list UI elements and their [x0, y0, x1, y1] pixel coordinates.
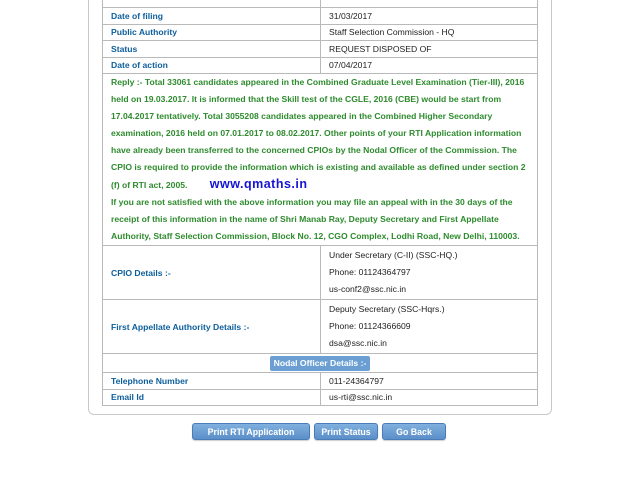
appellate-email: dsa@ssc.nic.in: [329, 338, 387, 348]
cpio-designation: Under Secretary (C-II) (SSC-HQ.): [329, 250, 458, 260]
public-authority-label: Public Authority: [103, 24, 321, 41]
nodal-officer-heading: Nodal Officer Details :-: [270, 356, 371, 371]
nodal-heading-cell: [103, 354, 538, 373]
table-row-appellate: [103, 300, 538, 354]
table-row-cpio: [103, 246, 538, 300]
table-row-date-of-filing: [103, 8, 538, 25]
table-row-reply: [103, 74, 538, 246]
appellate-phone: Phone: 01124366609: [329, 321, 411, 331]
public-authority-value: Staff Selection Commission - HQ: [321, 24, 538, 41]
print-rti-application-button[interactable]: Print RTI Application: [192, 423, 310, 440]
top-spacer-value: [321, 0, 538, 8]
telephone-label: Telephone Number: [103, 373, 321, 390]
status-label: Status: [103, 41, 321, 58]
status-value: REQUEST DISPOSED OF: [321, 41, 538, 58]
table-row-nodal-heading: [103, 354, 538, 373]
cpio-details-label: CPIO Details :-: [103, 246, 321, 300]
print-status-button[interactable]: Print Status: [314, 423, 378, 440]
reply-cell: [103, 74, 538, 246]
top-spacer-label: [103, 0, 321, 8]
table-row-public-authority: [103, 24, 538, 41]
rti-status-table: [102, 0, 538, 406]
email-label: Email Id: [103, 389, 321, 406]
telephone-value: 011-24364797: [321, 373, 538, 390]
watermark-text: www.qmaths.in: [209, 177, 308, 191]
cpio-phone: Phone: 01124364797: [329, 267, 411, 277]
table-row: [103, 0, 538, 8]
email-value: us-rti@ssc.nic.in: [321, 389, 538, 406]
go-back-button[interactable]: Go Back: [382, 423, 446, 440]
appellate-designation: Deputy Secretary (SSC-Hqrs.): [329, 304, 445, 314]
action-buttons: [0, 423, 640, 443]
table-row-email: [103, 389, 538, 406]
appellate-details-label: First Appellate Authority Details :-: [103, 300, 321, 354]
date-of-action-label: Date of action: [103, 57, 321, 74]
reply-text-part1: Total 33061 candidates appeared in the Combined Graduate Level Examination (Tier-III), 2016 held on 19.03.2017. It is informed that the Skill test of the CGLE, 2016 (CBE) would be start from 17.04.2017 tentatively. Total 3055208 candidates appeared in the Combined Higher Secondary examination, 2016 held on 07.01.2017 to 08.02.2017. Other points of your RTI Application information have already been transferred to the concerned CPIOs by the Nodal Officer of the Commission. The CPIO is required to provide the information which is existing and available as defined under section 2 (f) of RTI act, 2005.: [111, 77, 526, 190]
cpio-email: us-conf2@ssc.nic.in: [329, 284, 407, 294]
date-of-action-value: 07/04/2017: [321, 57, 538, 74]
appellate-details-value: [321, 300, 538, 354]
date-of-filing-label: Date of filing: [103, 8, 321, 25]
date-of-filing-value: 31/03/2017: [321, 8, 538, 25]
cpio-details-value: [321, 246, 538, 300]
table-row-date-of-action: [103, 57, 538, 74]
table-row-status: [103, 41, 538, 58]
table-row-telephone: [103, 373, 538, 390]
reply-text-part2: If you are not satisfied with the above information you may file an appeal with in the 30 days of the receipt of this information in the name of Shri Manab Ray, Deputy Secretary and First Appellate Authority, Staff Selection Commission, Block No. 12, CGO Complex, Lodhi Road, New Delhi, 110003.: [111, 197, 520, 241]
reply-label: Reply :-: [111, 77, 143, 87]
